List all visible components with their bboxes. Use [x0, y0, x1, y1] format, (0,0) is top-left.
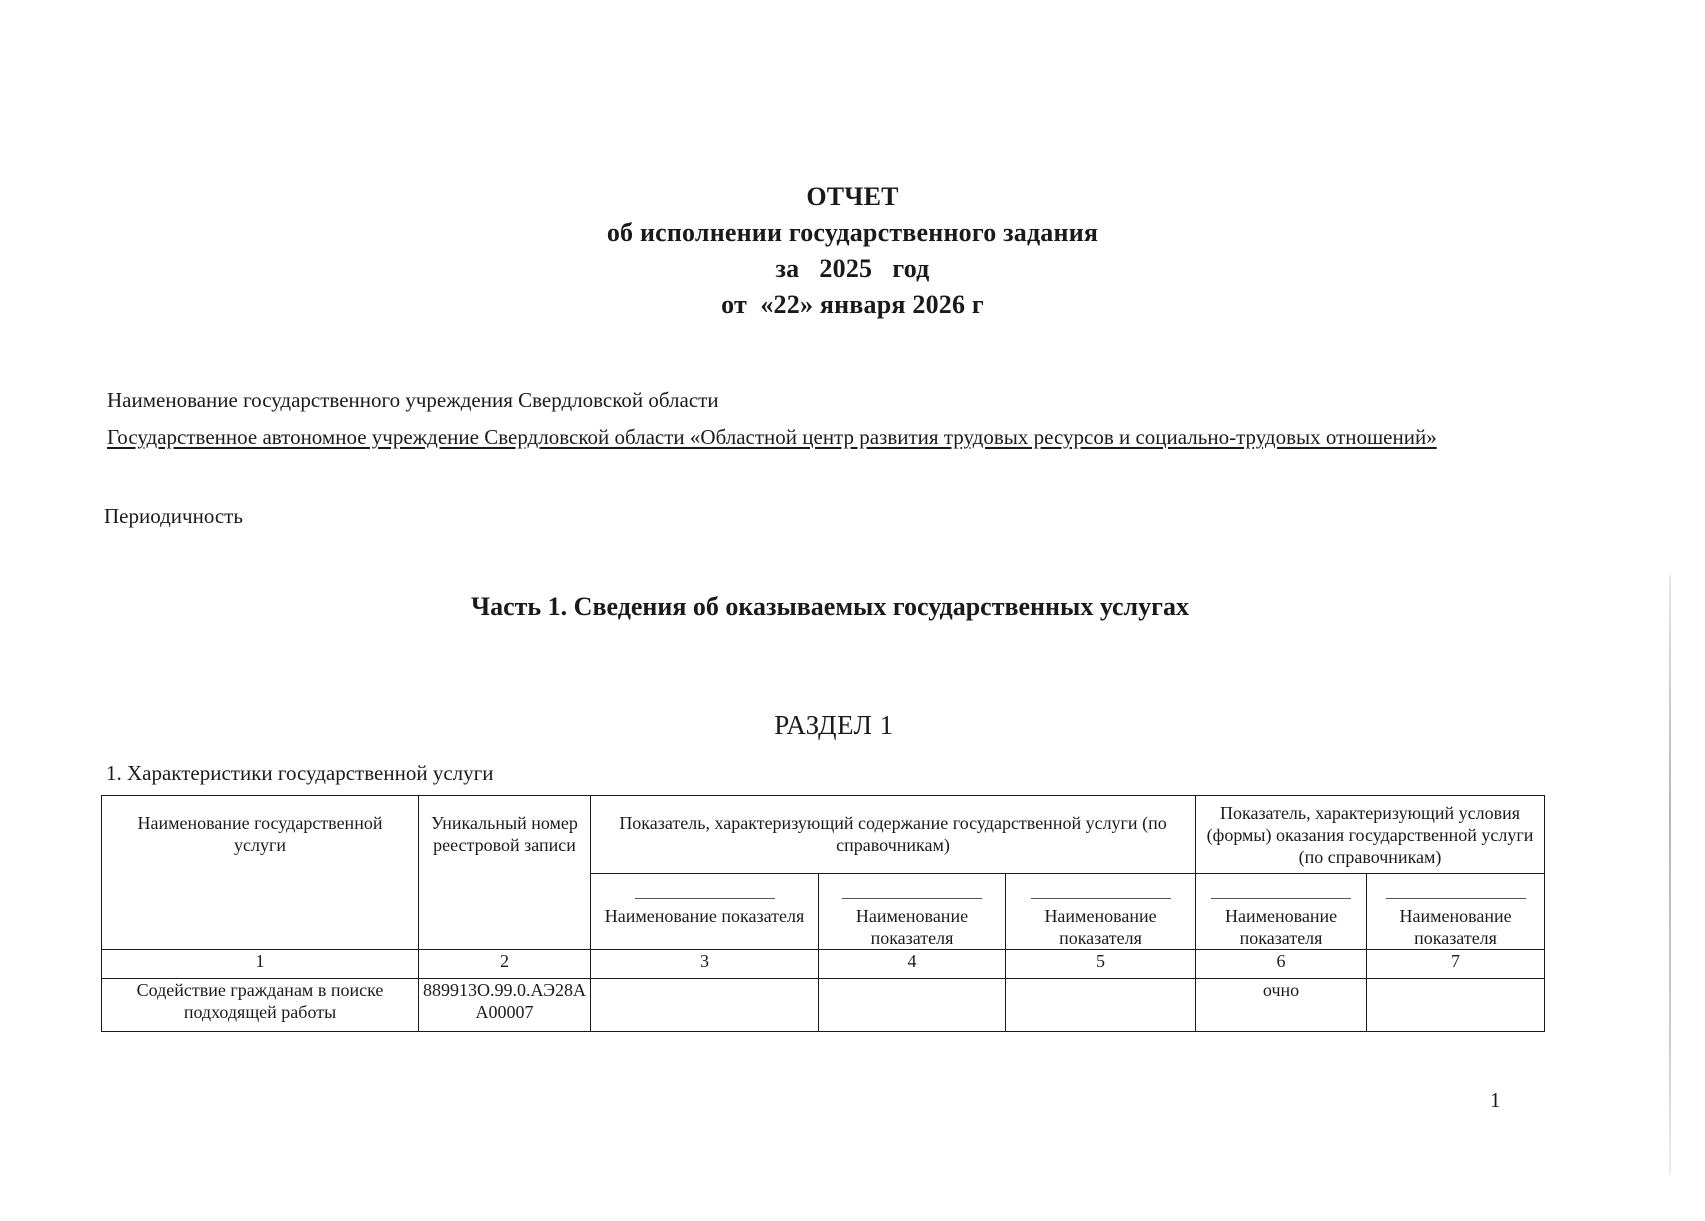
report-date: от «22» января 2026 г [721, 290, 984, 319]
column-number: 7 [1367, 950, 1545, 979]
subheader-indicator-name [1006, 874, 1196, 950]
scan-edge-shadow [1669, 575, 1671, 1175]
column-number: 2 [419, 950, 591, 979]
column-number: 1 [102, 950, 419, 979]
cell-registry-number: 889913О.99.0.АЭ28АА00007 [419, 979, 591, 1032]
characteristics-table [101, 795, 1545, 1032]
indicator-name-text: Наименование показателя [604, 906, 805, 926]
subheader-indicator-name [819, 874, 1006, 950]
indicator-name-text: Наименование показателя [1224, 906, 1338, 948]
cell-form: очно [1196, 979, 1367, 1032]
subheader-indicator-name [1367, 874, 1545, 950]
divider [1386, 898, 1526, 899]
page-number: 1 [1490, 1088, 1501, 1112]
divider [635, 898, 775, 899]
cell-indicator [1367, 979, 1545, 1032]
section-title: РАЗДЕЛ 1 [774, 710, 894, 740]
divider [1211, 898, 1351, 899]
institution-name: Государственное автономное учреждение Свердловской области «Областной центр развития трудовых ресурсов и социально-трудовых отношений» [107, 425, 1437, 449]
characteristics-heading: 1. Характеристики государственной услуги [106, 761, 494, 785]
report-title: ОТЧЕТ [806, 182, 899, 211]
table-header-row [102, 796, 1545, 874]
header-service-name: Наименование государственной услуги [102, 796, 419, 950]
cell-service-name: Содействие гражданам в поиске подходящей работы [102, 979, 419, 1032]
indicator-name-text: Наименование показателя [1044, 906, 1157, 948]
cell-indicator [819, 979, 1006, 1032]
table-row [102, 979, 1545, 1032]
report-subtitle: об исполнении государственного задания [606, 218, 1099, 247]
report-period: за 2025 год [775, 254, 930, 283]
divider [842, 898, 982, 899]
header-content-indicator: Показатель, характеризующий содержание государственной услуги (по справочникам) [591, 796, 1196, 874]
cell-indicator [1006, 979, 1196, 1032]
periodicity-label: Периодичность [104, 504, 243, 528]
header-conditions-indicator: Показатель, характеризующий условия (формы) оказания государственной услуги (по справочникам) [1196, 796, 1545, 874]
column-number-row [102, 950, 1545, 979]
column-number: 3 [591, 950, 819, 979]
part-title: Часть 1. Сведения об оказываемых государственных услугах [471, 592, 1189, 621]
header-registry-number: Уникальный номер реестровой записи [419, 796, 591, 950]
subheader-indicator-name [1196, 874, 1367, 950]
indicator-name-text: Наименование показателя [1399, 906, 1512, 948]
column-number: 4 [819, 950, 1006, 979]
column-number: 5 [1006, 950, 1196, 979]
cell-indicator [591, 979, 819, 1032]
divider [1031, 898, 1171, 899]
indicator-name-text: Наименование показателя [855, 906, 969, 948]
subheader-indicator-name [591, 874, 819, 950]
institution-label: Наименование государственного учреждения Свердловской области [107, 388, 719, 412]
column-number: 6 [1196, 950, 1367, 979]
